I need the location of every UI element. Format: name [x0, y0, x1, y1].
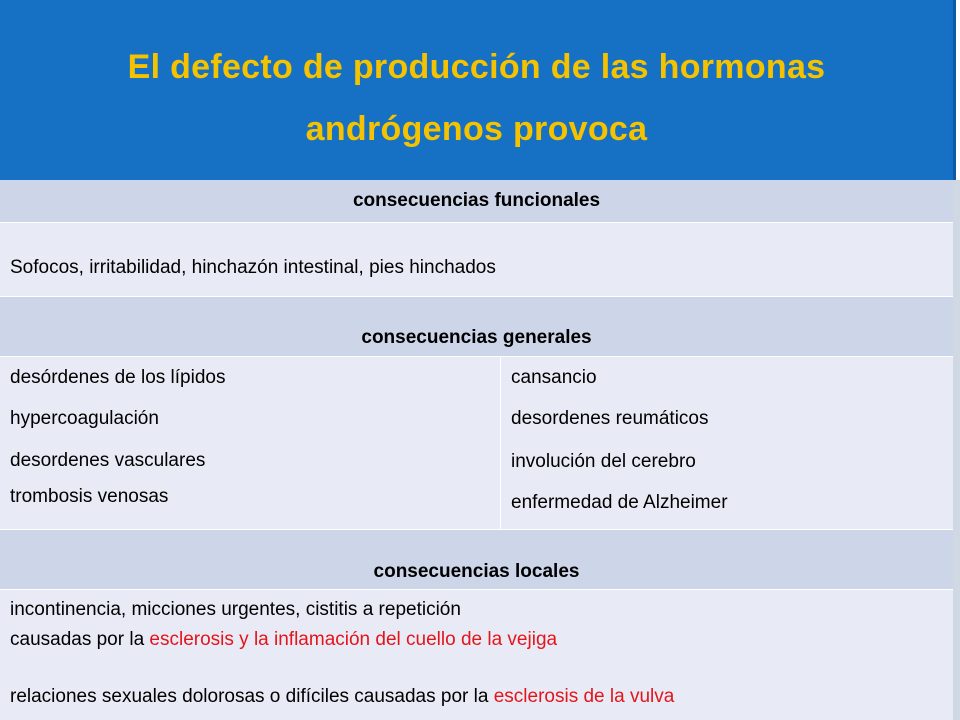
section-header-funcionales — [0, 180, 953, 222]
row-generales — [0, 357, 953, 529]
locales-line-2-prefix: causadas por la — [10, 629, 150, 650]
generales-right-item: involución del cerebro — [511, 451, 696, 472]
section-heading-generales: consecuencias generales — [361, 327, 592, 348]
section-header-locales — [0, 530, 953, 589]
column-divider — [500, 357, 501, 529]
section-heading-funcionales: consecuencias funcionales — [352, 190, 601, 211]
generales-right-item: desordenes reumáticos — [511, 408, 709, 429]
section-heading-locales: consecuencias locales — [373, 561, 580, 582]
locales-line-2-highlight: esclerosis y la inflamación del cuello de la vejiga — [149, 629, 558, 650]
row-locales — [0, 590, 953, 720]
generales-left-item: trombosis venosas — [10, 486, 169, 507]
section-header-generales — [0, 297, 953, 356]
locales-line-1: incontinencia, micciones urgentes, cistitis a repetición — [10, 599, 461, 620]
slide-title-line-2: andrógenos provoca — [305, 110, 648, 148]
title-header — [0, 0, 956, 180]
generales-right-item: cansancio — [511, 367, 597, 388]
locales-line-3-highlight: esclerosis de la vulva — [493, 686, 675, 707]
locales-line-3 — [10, 686, 674, 708]
funcionales-text: Sofocos, irritabilidad, hinchazón intestinal, pies hinchados — [10, 257, 496, 278]
locales-line-2 — [10, 629, 557, 651]
locales-line-3-prefix: relaciones sexuales dolorosas o difíciles causadas por la — [10, 686, 494, 707]
generales-right-item: enfermedad de Alzheimer — [511, 492, 728, 513]
slide-title-line-1: El defecto de producción de las hormonas — [127, 48, 826, 86]
right-edge-strip — [953, 180, 960, 720]
generales-left-item: desordenes vasculares — [10, 450, 206, 471]
row-funcionales — [0, 223, 953, 296]
generales-left-item: desórdenes de los lípidos — [10, 367, 226, 388]
generales-left-item: hypercoagulación — [10, 408, 159, 429]
